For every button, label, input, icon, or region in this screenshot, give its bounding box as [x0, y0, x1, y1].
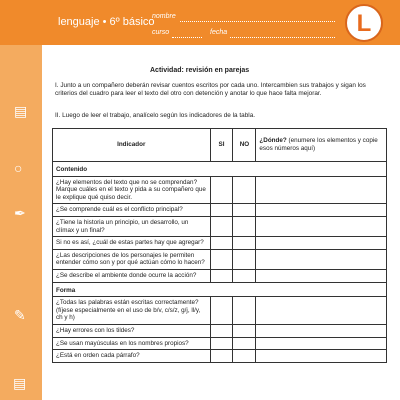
subject-label: lenguaje • 6º básico — [58, 16, 155, 28]
no-cell[interactable] — [233, 337, 256, 350]
curso-line — [172, 37, 202, 38]
no-cell[interactable] — [233, 269, 256, 282]
table-row: ¿Tiene la historia un principio, un desarrollo, un clímax y un final? — [53, 216, 211, 236]
table-row: ¿Las descripciones de los personajes le permiten entender cómo son y por qué actúan cómo lo hacen? — [53, 249, 211, 269]
header-no: NO — [233, 129, 256, 162]
header-donde-bold: ¿Dónde? — [259, 137, 287, 145]
curso-label: curso — [152, 29, 170, 36]
logo-letter: L — [356, 10, 372, 37]
section-title-forma: Forma — [53, 282, 387, 297]
header-donde — [256, 129, 387, 162]
si-cell[interactable] — [210, 237, 233, 250]
donde-cell[interactable] — [256, 176, 387, 204]
no-cell[interactable] — [233, 350, 256, 363]
subject-logo — [345, 4, 383, 42]
donde-cell[interactable] — [256, 204, 387, 217]
donde-cell[interactable] — [256, 249, 387, 269]
no-cell[interactable] — [233, 176, 256, 204]
no-cell[interactable] — [233, 204, 256, 217]
chat-bubble-icon: ○ — [14, 160, 23, 176]
no-cell[interactable] — [233, 216, 256, 236]
si-cell[interactable] — [210, 269, 233, 282]
fecha-line — [230, 37, 335, 38]
table-row: ¿Está en orden cada párrafo? — [53, 350, 211, 363]
si-cell[interactable] — [210, 297, 233, 325]
donde-cell[interactable] — [256, 297, 387, 325]
header-indicador: Indicador — [53, 129, 211, 162]
donde-cell[interactable] — [256, 324, 387, 337]
donde-cell[interactable] — [256, 216, 387, 236]
donde-cell[interactable] — [256, 337, 387, 350]
table-row: ¿Hay errores con los tildes? — [53, 324, 211, 337]
feather-pen-icon: ✒ — [14, 205, 26, 221]
no-cell[interactable] — [233, 249, 256, 269]
section-title-contenido: Contenido — [53, 162, 387, 177]
si-cell[interactable] — [210, 249, 233, 269]
nombre-label: nombre — [152, 13, 176, 20]
instruction-2: II. Luego de leer el trabajo, analícelo según los indicadores de la tabla. — [55, 112, 256, 119]
no-cell[interactable] — [233, 237, 256, 250]
table-row: Si no es así, ¿cuál de estas partes hay que agregar? — [53, 237, 211, 250]
table-row: ¿Se comprende cuál es el conflicto principal? — [53, 204, 211, 217]
sidebar — [0, 45, 42, 400]
no-cell[interactable] — [233, 297, 256, 325]
donde-cell[interactable] — [256, 269, 387, 282]
si-cell[interactable] — [210, 216, 233, 236]
header-donde-rest: (enumere los elementos y copie esos números aquí) — [259, 137, 378, 152]
si-cell[interactable] — [210, 176, 233, 204]
si-cell[interactable] — [210, 204, 233, 217]
donde-cell[interactable] — [256, 350, 387, 363]
fecha-label: fecha — [210, 29, 228, 36]
nombre-line — [180, 21, 335, 22]
activity-title: Actividad: revisión en parejas — [150, 67, 250, 74]
no-cell[interactable] — [233, 324, 256, 337]
table-row: ¿Se describe el ambiente donde ocurre la acción? — [53, 269, 211, 282]
instruction-1: I. Junto a un compañero deberán revisar cuentos escritos por cada uno. Intercambien sus trabajos y sigan los criterios del cuadro para leer el texto del otro con detención y anotar lo que hace falta mejorar. — [55, 82, 366, 97]
pencil-icon: ✎ — [14, 307, 26, 323]
book-icon: ▤ — [14, 103, 28, 119]
table-row: ¿Hay elementos del texto que no se comprendan? Marque cuáles en el texto y pida a su compañero que le explique qué quiso decir. — [53, 176, 211, 204]
si-cell[interactable] — [210, 337, 233, 350]
page-header — [0, 0, 400, 45]
donde-cell[interactable] — [256, 237, 387, 250]
si-cell[interactable] — [210, 324, 233, 337]
table-row: ¿Se usan mayúsculas en los nombres propios? — [53, 337, 211, 350]
evaluation-table — [52, 128, 387, 363]
si-cell[interactable] — [210, 350, 233, 363]
table-row: ¿Todas las palabras están escritas correctamente? (fíjese especialmente en el uso de b/v, c/s/z, g/j, ll/y, ch y h) — [53, 297, 211, 325]
header-si: SI — [210, 129, 233, 162]
open-book-icon: ▤ — [13, 375, 27, 391]
